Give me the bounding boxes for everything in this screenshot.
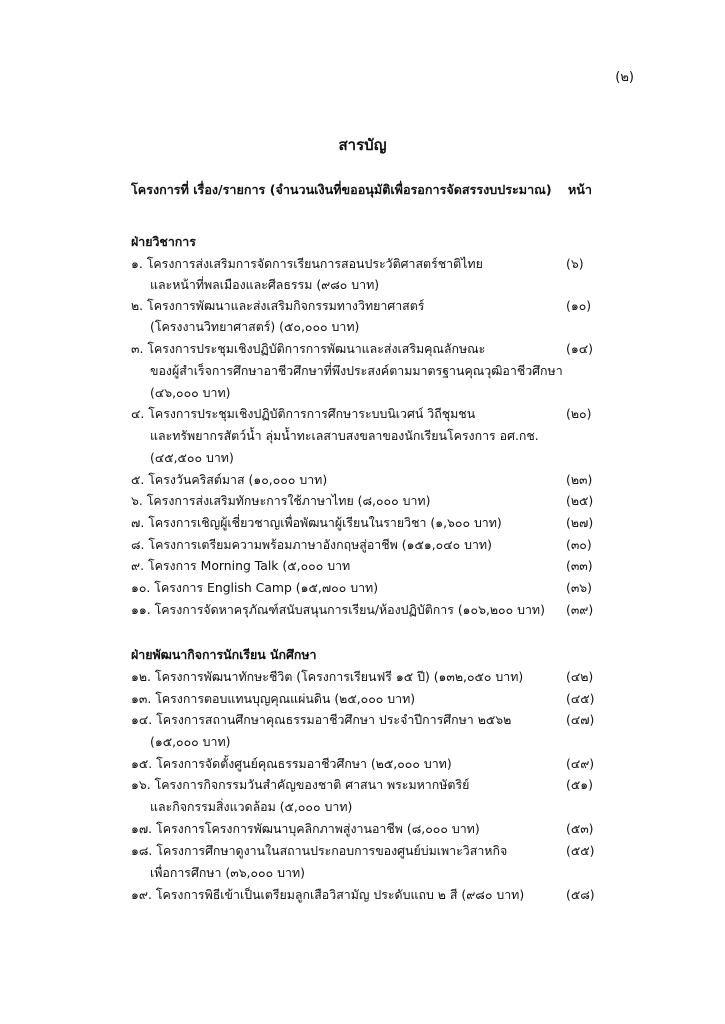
entry-page-ref: (๓๙) [566, 602, 594, 617]
entry-line: ๑๙. โครงการพิธีเข้าเป็นเตรียมลูกเสือวิสามัญ ประดับแถบ ๒ สี (๙๘๐ บาท) [131, 887, 525, 902]
entry-page-ref: (๒๐) [566, 406, 592, 421]
entry-page-ref: (๕๕) [566, 843, 595, 858]
entry-line: ๕. โครงวันคริสต์มาส (๑๐,๐๐๐ บาท) [131, 472, 328, 487]
entry-page-ref: (๓๖) [566, 580, 593, 595]
entry-page-ref: (๕๘) [566, 887, 595, 902]
entry-line: ๓. โครงการประชุมเชิงปฏิบัติการการพัฒนาและส่งเสริมคุณลักษณะ [131, 341, 486, 356]
toc-header-title: โครงการที่ เรื่อง/รายการ (จำนวนเงินที่ขออนุมัติเพื่อรอการจัดสรรงบประมาณ) [131, 182, 552, 197]
entry-page-ref: (๑๔) [566, 341, 593, 356]
entry-page-ref: (๒๓) [566, 472, 593, 487]
entry-page-ref: (๓๓) [566, 558, 593, 573]
entry-page-ref: (๕๑) [566, 777, 593, 792]
entry-line: ๑๑. โครงการจัดหาครุภัณฑ์สนับสนุนการเรียน/ห้องปฏิบัติการ (๑๐๖,๒๐๐ บาท) [131, 602, 545, 617]
entry-page-ref: (๖) [566, 256, 584, 271]
entry-page-ref: (๒๗) [566, 515, 594, 530]
page-number: (๒) [615, 70, 634, 85]
entry-line: ๑๕. โครงการจัดตั้งศูนย์คุณธรรมอาชีวศึกษา (๒๕,๐๐๐ บาท) [131, 756, 452, 771]
entry-line: ๘. โครงการเตรียมความพร้อมภาษาอังกฤษสู่อาชีพ (๑๕๑,๐๔๐ บาท) [131, 537, 492, 552]
entry-line: ๖. โครงการส่งเสริมทักษะการใช้ภาษาไทย (๘,๐๐๐ บาท) [131, 493, 431, 508]
entry-page-ref: (๕๓) [566, 821, 594, 836]
entry-line: ๙. โครงการ Morning Talk (๕,๐๐๐ บาท [131, 558, 351, 573]
entry-line: (๔๖,๐๐๐ บาท) [150, 385, 231, 400]
entry-line: ๑๒. โครงการพัฒนาทักษะชีวิต (โครงการเรียนฟรี ๑๕ ปี) (๑๓๒,๐๕๐ บาท) [131, 669, 524, 684]
entry-page-ref: (๔๗) [566, 712, 595, 727]
entry-line: ๑๘. โครงการศึกษาดูงานในสถานประกอบการของศูนย์บ่มเพาะวิสาหกิจ [131, 843, 508, 858]
entry-line: เพื่อการศึกษา (๓๖,๐๐๐ บาท) [150, 865, 305, 880]
entry-line: และหน้าที่พลเมืองและศีลธรรม (๙๘๐ บาท) [150, 277, 380, 292]
entry-page-ref: (๔๕) [566, 691, 595, 706]
toc-header-page: หน้า [568, 182, 592, 197]
entry-line: (๔๕,๕๐๐ บาท) [150, 450, 234, 465]
entry-line: ๑. โครงการส่งเสริมการจัดการเรียนการสอนประวัติศาสตร์ชาติไทย [131, 256, 483, 271]
section-heading: ฝ่ายพัฒนากิจการนักเรียน นักศึกษา [131, 647, 317, 662]
entry-line: ๔. โครงการประชุมเชิงปฏิบัติการการศึกษาระบบนิเวศน์ วิถีชุมชน [131, 406, 476, 421]
entry-line: ๑๐. โครงการ English Camp (๑๕,๗๐๐ บาท) [131, 580, 379, 595]
entry-page-ref: (๒๕) [566, 493, 594, 508]
entry-page-ref: (๔๙) [566, 756, 595, 771]
page-title: สารบัญ [338, 136, 387, 154]
entry-line: ๑๔. โครงการสถานศึกษาคุณธรรมอาชีวศึกษา ประจำปีการศึกษา ๒๕๖๒ [131, 712, 512, 727]
entry-line: ของผู้สำเร็จการศึกษาอาชีวศึกษาที่พึงประสงค์ตามมาตรฐานคุณวุฒิอาชีวศึกษา [150, 363, 563, 378]
entry-page-ref: (๓๐) [566, 537, 592, 552]
entry-line: ๑๓. โครงการตอบแทนบุญคุณแผ่นดิน (๒๕,๐๐๐ บาท) [131, 691, 416, 706]
entry-page-ref: (๑๐) [566, 298, 592, 313]
entry-line: และทรัพยากรสัตว์น้ำ ลุ่มน้ำทะเลสาบสงขลาของนักเรียนโครงการ อศ.กช. [150, 428, 539, 443]
section-heading: ฝ่ายวิชาการ [131, 234, 196, 249]
entry-page-ref: (๔๒) [566, 669, 594, 684]
entry-line: ๑๗. โครงการโครงการพัฒนาบุคลิกภาพสู่งานอาชีพ (๘,๐๐๐ บาท) [131, 821, 480, 836]
entry-line: ๗. โครงการเชิญผู้เชี่ยวชาญเพื่อพัฒนาผู้เรียนในรายวิชา (๑,๖๐๐ บาท) [131, 515, 502, 530]
entry-line: ๑๖. โครงการกิจกรรมวันสำคัญของชาติ ศาสนา พระมหากษัตริย์ [131, 777, 470, 792]
entry-line: (โครงงานวิทยาศาสตร์) (๕๐,๐๐๐ บาท) [150, 319, 360, 334]
entry-line: (๑๕,๐๐๐ บาท) [150, 734, 231, 749]
entry-line: และกิจกรรมสิ่งแวดล้อม (๕,๐๐๐ บาท) [150, 799, 353, 814]
entry-line: ๒. โครงการพัฒนาและส่งเสริมกิจกรรมทางวิทยาศาสตร์ [131, 298, 425, 313]
